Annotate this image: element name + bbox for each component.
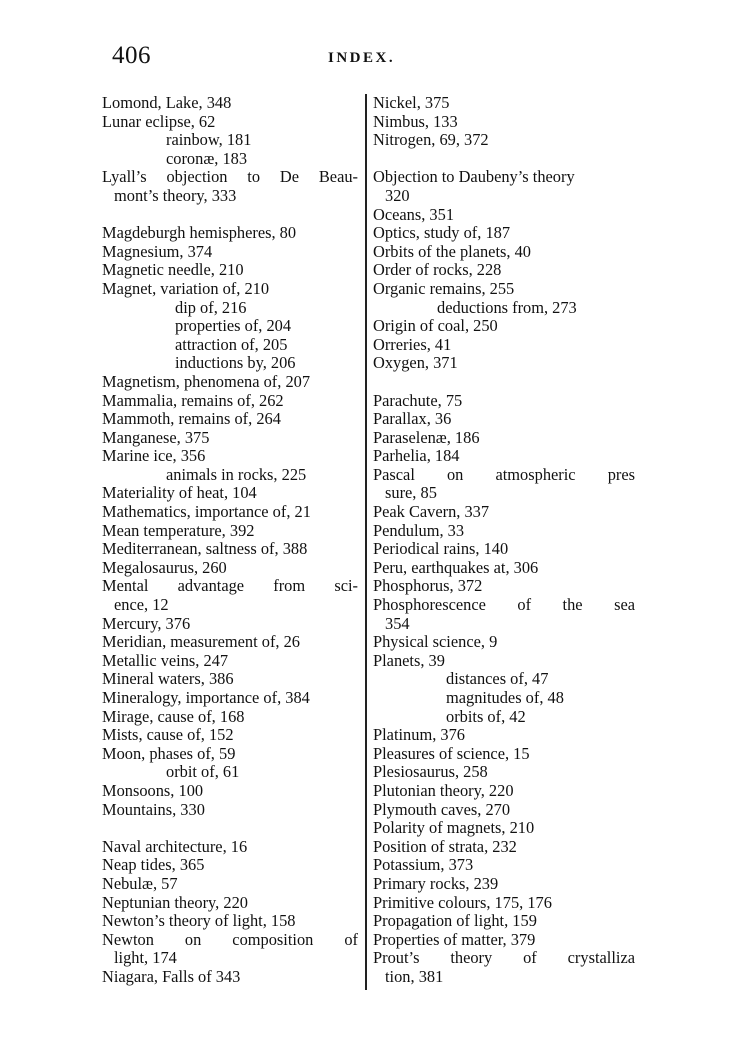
index-entry: Position of strata, 232 [373, 836, 517, 856]
index-entry: Marine ice, 356 [102, 446, 206, 466]
index-entry: Nitrogen, 69, 372 [373, 130, 489, 150]
index-entry: Mental advantage from sci- [102, 577, 358, 596]
index-entry: Monsoons, 100 [102, 780, 204, 800]
index-entry: Nebulæ, 57 [102, 873, 178, 893]
index-entry: Mathematics, importance of, 21 [102, 502, 311, 522]
index-entry: mont’s theory, 333 [114, 185, 237, 205]
section-gap [373, 373, 635, 392]
index-entry: Magnesium, 374 [102, 241, 213, 261]
index-entry: Paraselenæ, 186 [373, 427, 480, 447]
index-entry: Magnetism, phenomena of, 207 [102, 371, 311, 391]
index-entry: Origin of coal, 250 [373, 316, 498, 336]
index-entry: sure, 85 [385, 483, 437, 503]
index-entry: Meridian, measurement of, 26 [102, 632, 300, 652]
index-entry: tion, 381 [385, 966, 444, 986]
index-entry: Neptunian theory, 220 [102, 892, 248, 912]
index-entry: Pendulum, 33 [373, 520, 465, 540]
index-entry: Neap tides, 365 [102, 855, 205, 875]
index-entry: Niagara, Falls of 343 [102, 966, 241, 986]
index-entry: rainbow, 181 [166, 130, 252, 150]
index-entry: 320 [385, 185, 410, 205]
index-entry: Magnet, variation of, 210 [102, 278, 270, 298]
column-divider [365, 94, 367, 990]
index-entry: Oxygen, 371 [373, 353, 458, 373]
index-entry: Newton on composition of [102, 930, 358, 949]
index-entry: Lunar eclipse, 62 [102, 111, 216, 131]
index-entry: dip of, 216 [175, 297, 247, 317]
index-entry: Primary rocks, 239 [373, 873, 499, 893]
index-entry: Parallax, 36 [373, 409, 452, 429]
index-entry: Polarity of magnets, 210 [373, 818, 535, 838]
index-entry: Mean temperature, 392 [102, 520, 255, 540]
index-entry: Propagation of light, 159 [373, 911, 537, 931]
index-entry: Mercury, 376 [102, 613, 191, 633]
index-entry: Plymouth caves, 270 [373, 799, 511, 819]
index-entry: Objection to Daubeny’s theory [373, 167, 575, 187]
index-entry: Metallic veins, 247 [102, 650, 229, 670]
index-entry: Peru, earthquakes at, 306 [373, 557, 539, 577]
index-entry: Mists, cause of, 152 [102, 725, 234, 745]
index-entry: Primitive colours, 175, 176 [373, 892, 552, 912]
index-entry: Nickel, 375 [373, 93, 450, 112]
index-entry: Periodical rains, 140 [373, 539, 509, 559]
index-entry: Materiality of heat, 104 [102, 483, 257, 503]
index-entry: ence, 12 [114, 595, 169, 615]
section-gap [102, 206, 358, 225]
index-entry: Moon, phases of, 59 [102, 743, 236, 763]
index-entry: Plutonian theory, 220 [373, 780, 514, 800]
index-entry: Mirage, cause of, 168 [102, 706, 245, 726]
index-entry: Lyall’s objection to De Beau- [102, 168, 358, 187]
index-entry: Plesiosaurus, 258 [373, 762, 488, 782]
index-entry: Optics, study of, 187 [373, 223, 511, 243]
index-entry: Naval architecture, 16 [102, 836, 248, 856]
index-entry: attraction of, 205 [175, 334, 288, 354]
index-entry: orbit of, 61 [166, 762, 240, 782]
index-entry: Lomond, Lake, 348 [102, 93, 232, 112]
index-entry: Phosphorescence of the sea [373, 596, 635, 615]
index-entry: distances of, 47 [446, 669, 549, 689]
index-entry: Magdeburgh hemispheres, 80 [102, 223, 297, 243]
index-entry: magnitudes of, 48 [446, 688, 564, 707]
index-entry: Pleasures of science, 15 [373, 743, 530, 763]
index-entry: Mountains, 330 [102, 799, 205, 819]
index-entry: Mediterranean, saltness of, 388 [102, 539, 308, 559]
index-entry: orbits of, 42 [446, 706, 526, 726]
index-entry: Nimbus, 133 [373, 111, 458, 131]
index-entry: Platinum, 376 [373, 725, 465, 745]
index-entry: deductions from, 273 [437, 297, 577, 317]
index-entry: Order of rocks, 228 [373, 260, 502, 280]
index-entry: Mineral waters, 386 [102, 669, 234, 689]
index-entry: Peak Cavern, 337 [373, 502, 490, 522]
index-entry: Orreries, 41 [373, 334, 452, 354]
index-entry: Newton’s theory of light, 158 [102, 911, 296, 931]
index-column-left [102, 94, 358, 987]
index-entry: Organic remains, 255 [373, 278, 515, 298]
index-entry: Mammoth, remains of, 264 [102, 409, 281, 429]
index-entry: Planets, 39 [373, 650, 445, 670]
index-entry: Oceans, 351 [373, 204, 455, 224]
index-entry: Physical science, 9 [373, 632, 498, 652]
index-entry: Parachute, 75 [373, 390, 463, 410]
index-entry: properties of, 204 [175, 316, 292, 336]
index-entry: Mammalia, remains of, 262 [102, 390, 284, 410]
index-entry: Parhelia, 184 [373, 446, 460, 466]
index-entry: 354 [385, 613, 410, 633]
index-entry: coronæ, 183 [166, 148, 248, 168]
index-entry: inductions by, 206 [175, 353, 296, 373]
page-number: 406 [112, 42, 151, 69]
index-entry: Prout’s theory of crystalliza [373, 949, 635, 968]
section-gap [373, 150, 635, 169]
running-head: INDEX. [328, 50, 396, 66]
index-entry: Properties of matter, 379 [373, 929, 536, 949]
index-entry: animals in rocks, 225 [166, 464, 307, 484]
index-entry: Potassium, 373 [373, 855, 474, 875]
index-entry: Orbits of the planets, 40 [373, 241, 531, 261]
index-entry: Phosphorus, 372 [373, 576, 483, 596]
section-gap [102, 819, 358, 838]
index-entry: Megalosaurus, 260 [102, 557, 227, 577]
index-column-right [373, 94, 635, 987]
index-entry: Mineralogy, importance of, 384 [102, 688, 310, 707]
index-entry: Manganese, 375 [102, 427, 210, 447]
index-entry: Pascal on atmospheric pres [373, 465, 635, 484]
index-entry: Magnetic needle, 210 [102, 260, 244, 280]
index-entry: light, 174 [114, 948, 177, 968]
